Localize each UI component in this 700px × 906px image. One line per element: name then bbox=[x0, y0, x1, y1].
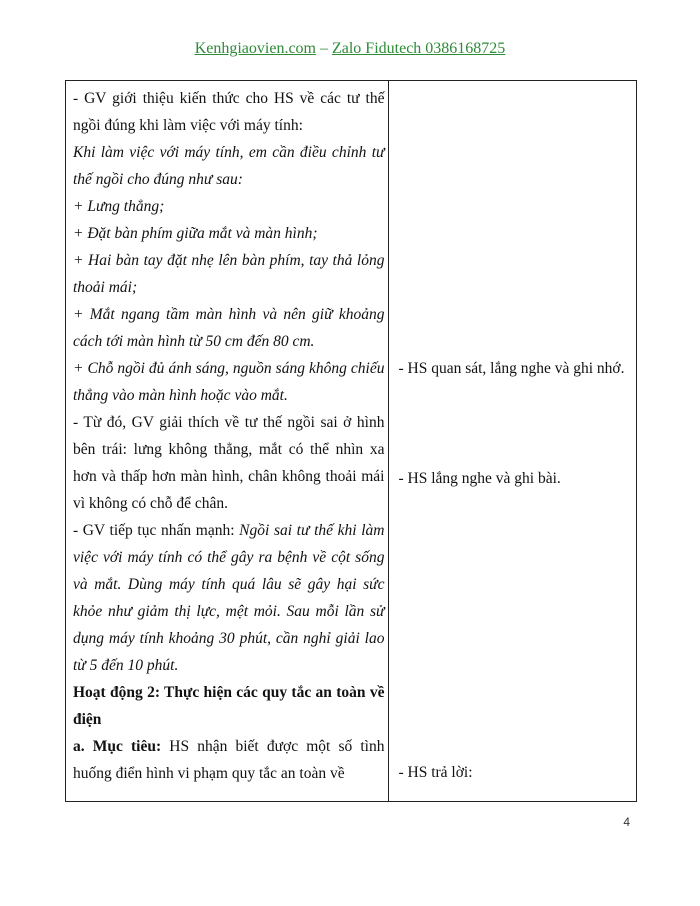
posture-item-hands: + Hai bàn tay đặt nhẹ lên bàn phím, tay thả lỏng thoải mái; bbox=[73, 252, 385, 296]
student-activity-cell bbox=[389, 81, 637, 802]
emphasis-paragraph bbox=[73, 517, 384, 679]
posture-item-back: + Lưng thẳng; bbox=[73, 198, 165, 215]
activity-title: Hoạt động 2: Thực hiện các quy tắc an toàn về điện bbox=[73, 684, 385, 728]
posture-item-keyboard: + Đặt bàn phím giữa mắt và màn hình; bbox=[73, 225, 318, 242]
goal-text: HS nhận biết được một số tình huống điển hình vi phạm quy tắc an toàn về bbox=[73, 738, 385, 782]
intro-paragraph: - GV giới thiệu kiến thức cho HS về các tư thế ngồi đúng khi làm việc với máy tính: bbox=[73, 90, 385, 134]
teacher-activity-cell bbox=[66, 81, 389, 802]
goal-paragraph bbox=[73, 733, 384, 787]
contact-link[interactable]: Zalo Fidutech 0386168725 bbox=[331, 40, 506, 57]
student-note-observe: - HS quan sát, lắng nghe và ghi nhớ. bbox=[398, 360, 625, 377]
table-row bbox=[66, 81, 637, 802]
emphasis-text: Ngồi sai tư thế khi làm việc với máy tính có thể gây ra bệnh về cột sống và mắt. Dùng máy tính quá lâu sẽ gây hại sức khỏe như giảm thị lực, mệt mỏi. Sau mỗi lần sử dụng máy tính khoảng 30 phút, cần nghỉ giải lao từ 5 đến 10 phút. bbox=[73, 522, 385, 674]
posture-item-light: + Chỗ ngồi đủ ánh sáng, nguồn sáng không chiếu thẳng vào màn hình hoặc vào mắt. bbox=[73, 360, 385, 404]
wrong-posture-explanation: - Từ đó, GV giải thích về tư thế ngồi sai ở hình bên trái: lưng không thẳng, mắt có thể nhìn xa hơn và thấp hơn màn hình, chân không thoải mái vì không có chỗ để chân. bbox=[73, 414, 385, 512]
posture-instruction: Khi làm việc với máy tính, em cần điều chỉnh tư thế ngồi cho đúng như sau: bbox=[73, 144, 385, 188]
site-link[interactable]: Kenhgiaovien.com bbox=[194, 40, 316, 57]
goal-label: a. Mục tiêu: bbox=[73, 738, 162, 755]
lesson-table bbox=[65, 80, 637, 802]
page-header bbox=[0, 40, 700, 58]
page-number: 4 bbox=[623, 815, 630, 829]
student-note-listen: - HS lắng nghe và ghi bài. bbox=[398, 470, 561, 487]
header-separator: – bbox=[315, 40, 332, 57]
student-note-answer: - HS trả lời: bbox=[398, 764, 473, 781]
emphasis-lead: - GV tiếp tục nhấn mạnh: bbox=[73, 522, 240, 539]
posture-item-eyes: + Mắt ngang tầm màn hình và nên giữ khoảng cách tới màn hình từ 50 cm đến 80 cm. bbox=[73, 306, 385, 350]
